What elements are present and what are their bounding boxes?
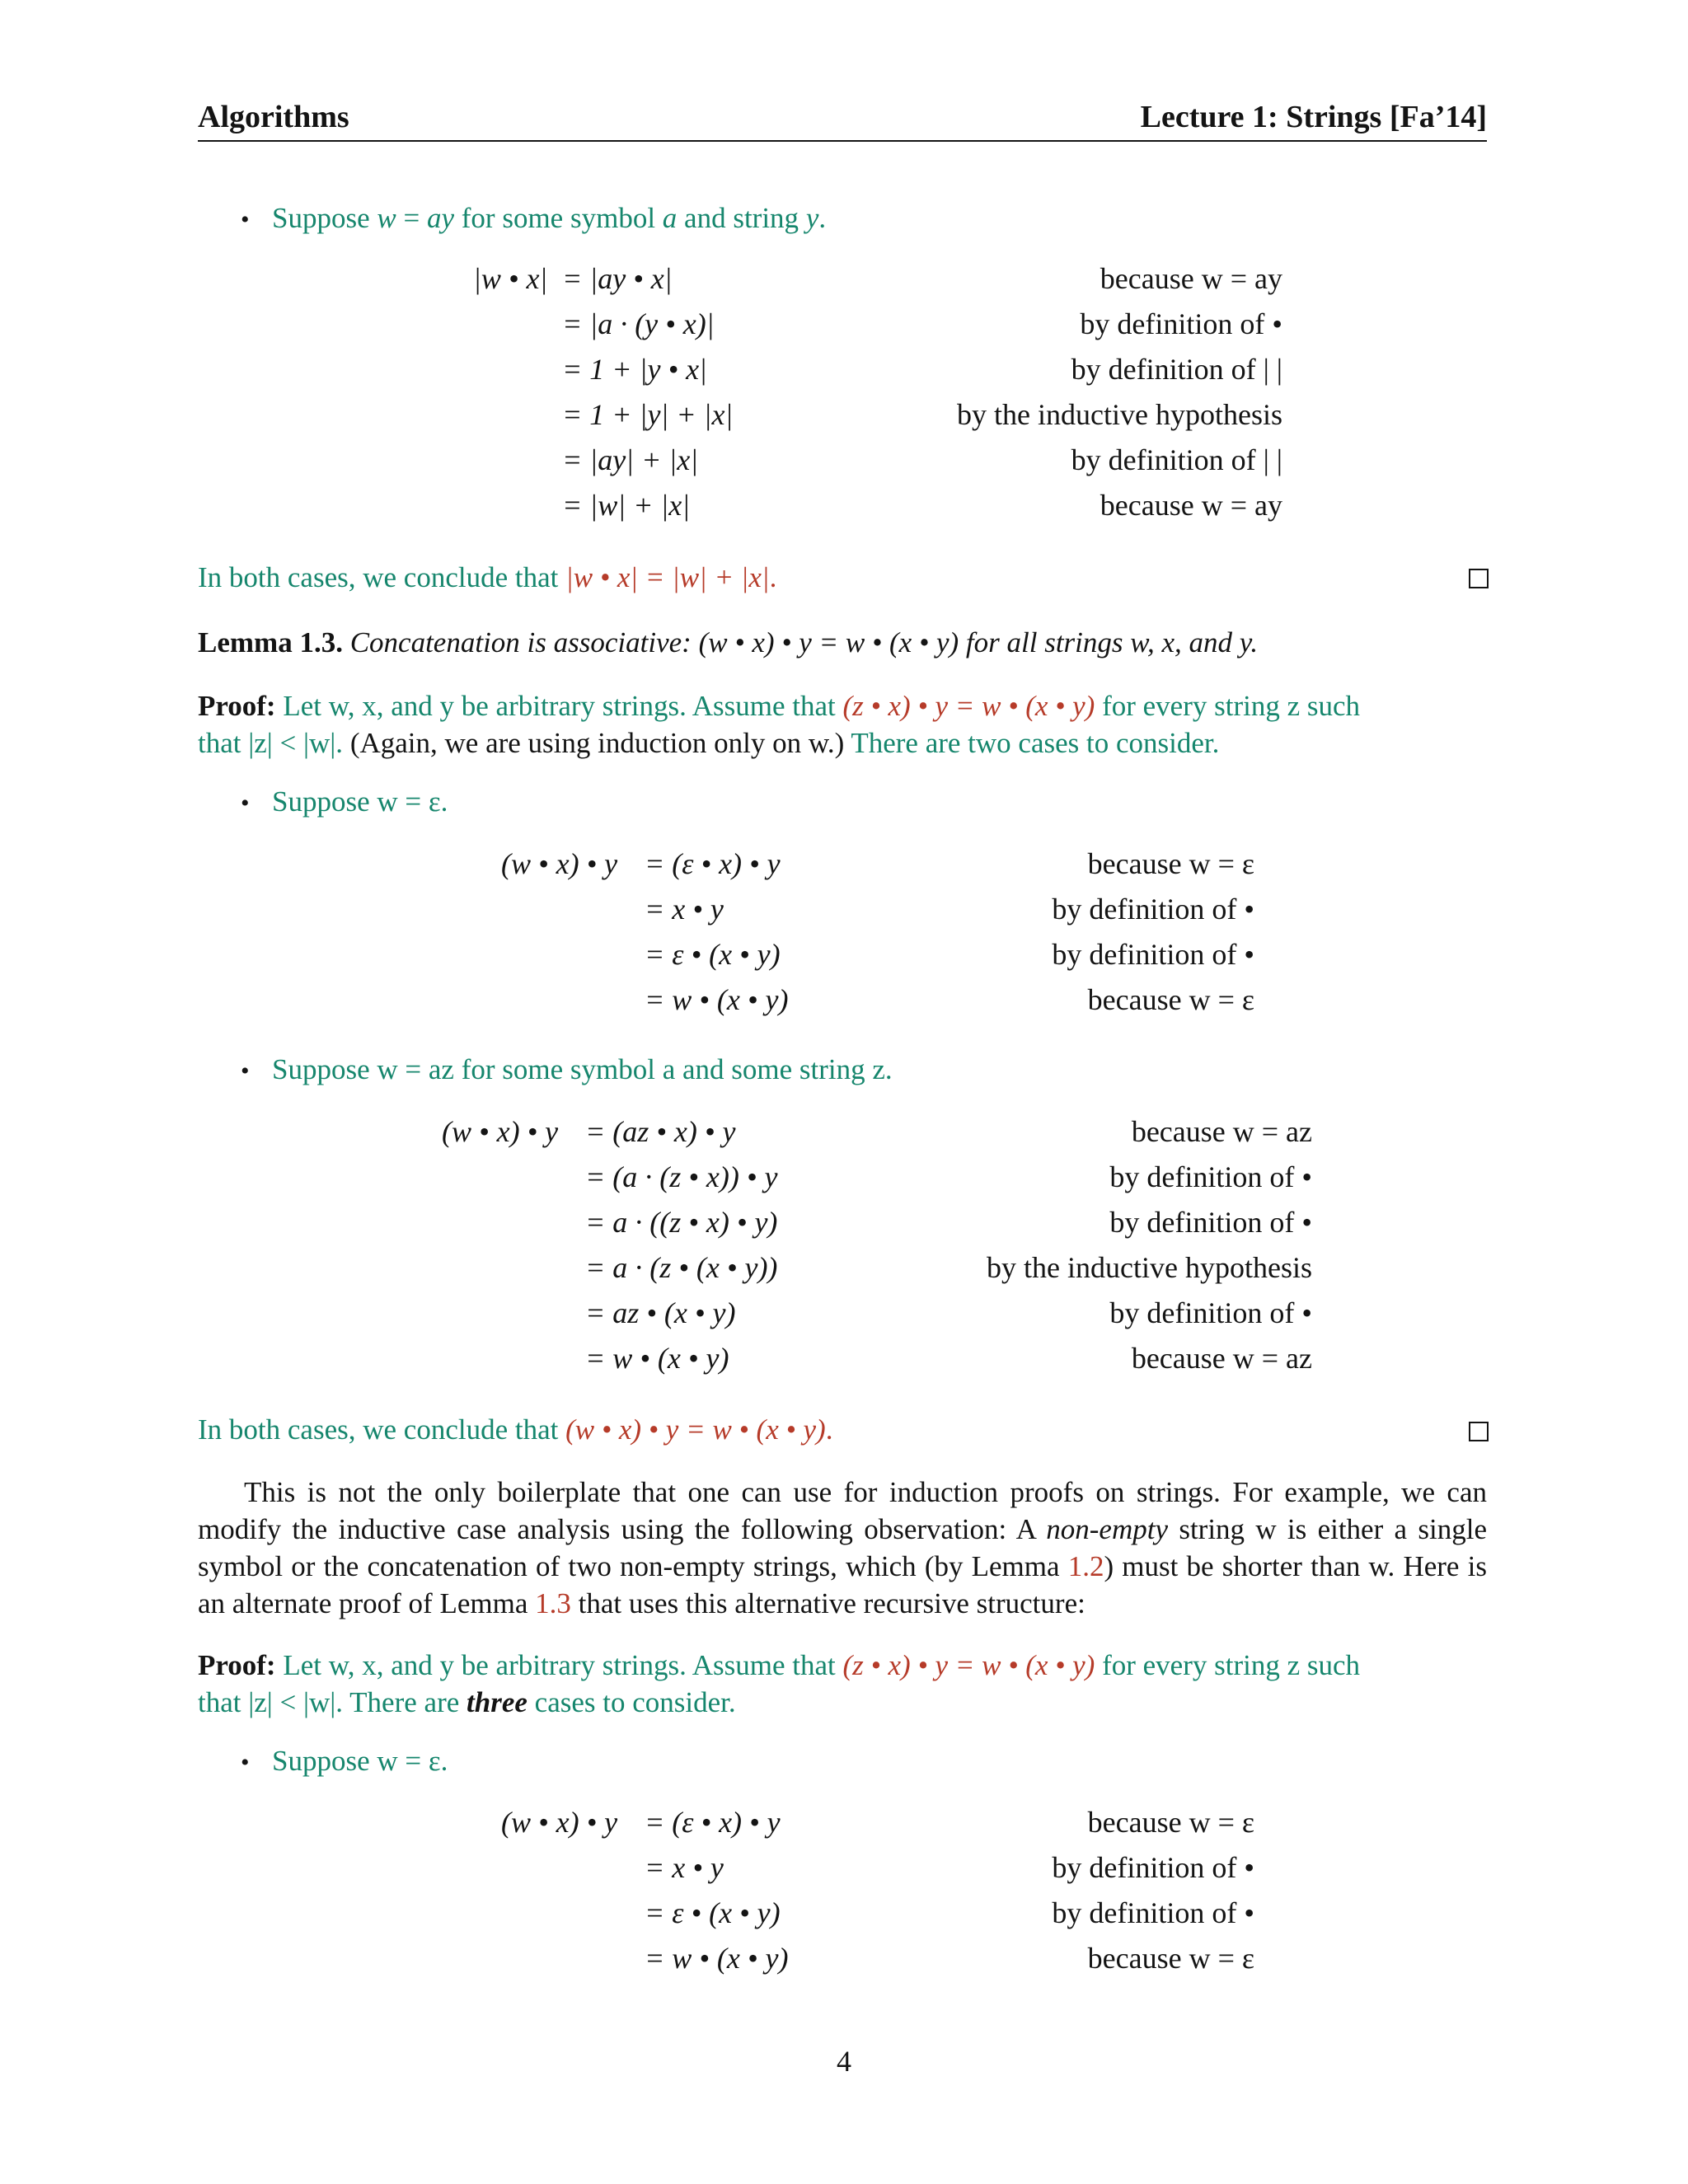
page-number: 4 — [837, 2045, 851, 2078]
case-eps-bullet-2: Suppose w = ε. — [272, 1745, 448, 1777]
eq-justification: by definition of • — [1109, 1206, 1312, 1239]
eq-justification: by definition of • — [1052, 893, 1254, 926]
eq-rhs: = x • y — [645, 1851, 724, 1884]
eq-rhs: = |a · (y • x)| — [562, 307, 715, 340]
eq-justification: by definition of • — [1109, 1160, 1312, 1193]
ref-lemma-1-3[interactable]: 1.3 — [535, 1587, 571, 1619]
bullet-marker: • — [241, 790, 250, 817]
eq-rhs: = |w| + |x| — [562, 489, 691, 522]
eq-rhs: = (az • x) • y — [585, 1115, 736, 1148]
eq-justification: because w = ay — [1100, 489, 1282, 522]
proof-2-line-2: that |z| < |w|. There are three cases to consider. — [198, 1686, 736, 1718]
running-header — [198, 101, 1487, 142]
eq-rhs: = |ay| + |x| — [562, 443, 699, 476]
eq-rhs: = (a · (z • x)) • y — [585, 1160, 778, 1193]
eq-justification: by definition of | | — [1071, 353, 1282, 386]
eq-rhs: = x • y — [645, 893, 724, 926]
eq-justification: by definition of • — [1080, 307, 1282, 340]
case-az-bullet: Suppose w = az for some symbol a and some string z. — [272, 1053, 893, 1085]
case-eps-bullet: Suppose w = ε. — [272, 785, 448, 818]
eq-rhs: = 1 + |y| + |x| — [562, 398, 734, 431]
bullet-marker: • — [241, 1057, 250, 1085]
eq-rhs: = 1 + |y • x| — [562, 353, 707, 386]
eq-justification: by definition of • — [1109, 1296, 1312, 1329]
eq-rhs: = ε • (x • y) — [645, 938, 781, 971]
conclusion-1: In both cases, we conclude that |w • x| = |w| + |x|. — [198, 561, 777, 593]
eq-justification: because w = ε — [1087, 847, 1254, 880]
proof-1-line-2: that |z| < |w|. (Again, we are using induction only on w.) There are two cases to consider. — [198, 727, 1220, 759]
qed-box — [1469, 1422, 1489, 1441]
eq-justification: because w = ε — [1087, 1806, 1254, 1839]
bullet-marker: • — [241, 1749, 250, 1776]
eq-justification: because w = ε — [1087, 983, 1254, 1016]
eq-lhs: (w • x) • y — [501, 847, 618, 880]
conclusion-2: In both cases, we conclude that (w • x) • y = w • (x • y). — [198, 1413, 833, 1446]
eq-justification: because w = az — [1131, 1115, 1312, 1148]
eq-justification: because w = az — [1131, 1342, 1312, 1375]
body-paragraph: This is not the only boilerplate that one can use for induction proofs on strings. For example, we can modify the inductive case analysis using the following observation: A non-empty string w is either a single symbol or the concatenation of two non-empty strings, which (by Lemma 1.2) must be shorter than w. Here is an alternate proof of Lemma 1.3 that uses this alternative recursive structure: — [198, 1476, 1487, 1619]
eq-rhs: = w • (x • y) — [645, 1942, 789, 1975]
bullet-marker: • — [241, 206, 250, 233]
eq-justification: by the inductive hypothesis — [987, 1251, 1312, 1284]
eq-rhs: = w • (x • y) — [645, 983, 789, 1016]
case-ay-bullet: Suppose w = ay for some symbol a and string y. — [272, 202, 827, 234]
eq-justification: by definition of | | — [1071, 443, 1282, 476]
ref-lemma-1-2[interactable]: 1.2 — [1067, 1550, 1104, 1582]
eq-rhs: = w • (x • y) — [585, 1342, 729, 1375]
header-right: Lecture 1: Strings [Fa’14] — [1140, 100, 1487, 134]
eq-justification: by definition of • — [1052, 1896, 1254, 1929]
eq-justification: because w = ay — [1100, 262, 1282, 295]
eq-rhs: = az • (x • y) — [585, 1296, 736, 1329]
eq-justification: because w = ε — [1087, 1942, 1254, 1975]
eq-lhs: |w • x| — [473, 262, 548, 295]
eq-rhs: = (ε • x) • y — [645, 847, 781, 880]
eq-lhs: (w • x) • y — [501, 1806, 618, 1839]
eq-rhs: = a · ((z • x) • y) — [585, 1206, 778, 1239]
eq-justification: by definition of • — [1052, 938, 1254, 971]
lemma-1-3: Lemma 1.3. Concatenation is associative: (w • x) • y = w • (x • y) for all strings w, x, and y. — [198, 626, 1259, 658]
qed-box — [1469, 569, 1489, 588]
proof-2-line-1: Proof: Let w, x, and y be arbitrary strings. Assume that (z • x) • y = w • (x • y) for every string z such — [198, 1649, 1361, 1681]
proof-1-line-1: Proof: Let w, x, and y be arbitrary strings. Assume that (z • x) • y = w • (x • y) for every string z such — [198, 690, 1361, 722]
eq-justification: by the inductive hypothesis — [957, 398, 1282, 431]
header-left: Algorithms — [198, 100, 349, 134]
eq-rhs: = (ε • x) • y — [645, 1806, 781, 1839]
eq-rhs: = ε • (x • y) — [645, 1896, 781, 1929]
eq-lhs: (w • x) • y — [442, 1115, 559, 1148]
eq-rhs: = |ay • x| — [562, 262, 673, 295]
eq-justification: by definition of • — [1052, 1851, 1254, 1884]
eq-rhs: = a · (z • (x • y)) — [585, 1251, 778, 1284]
